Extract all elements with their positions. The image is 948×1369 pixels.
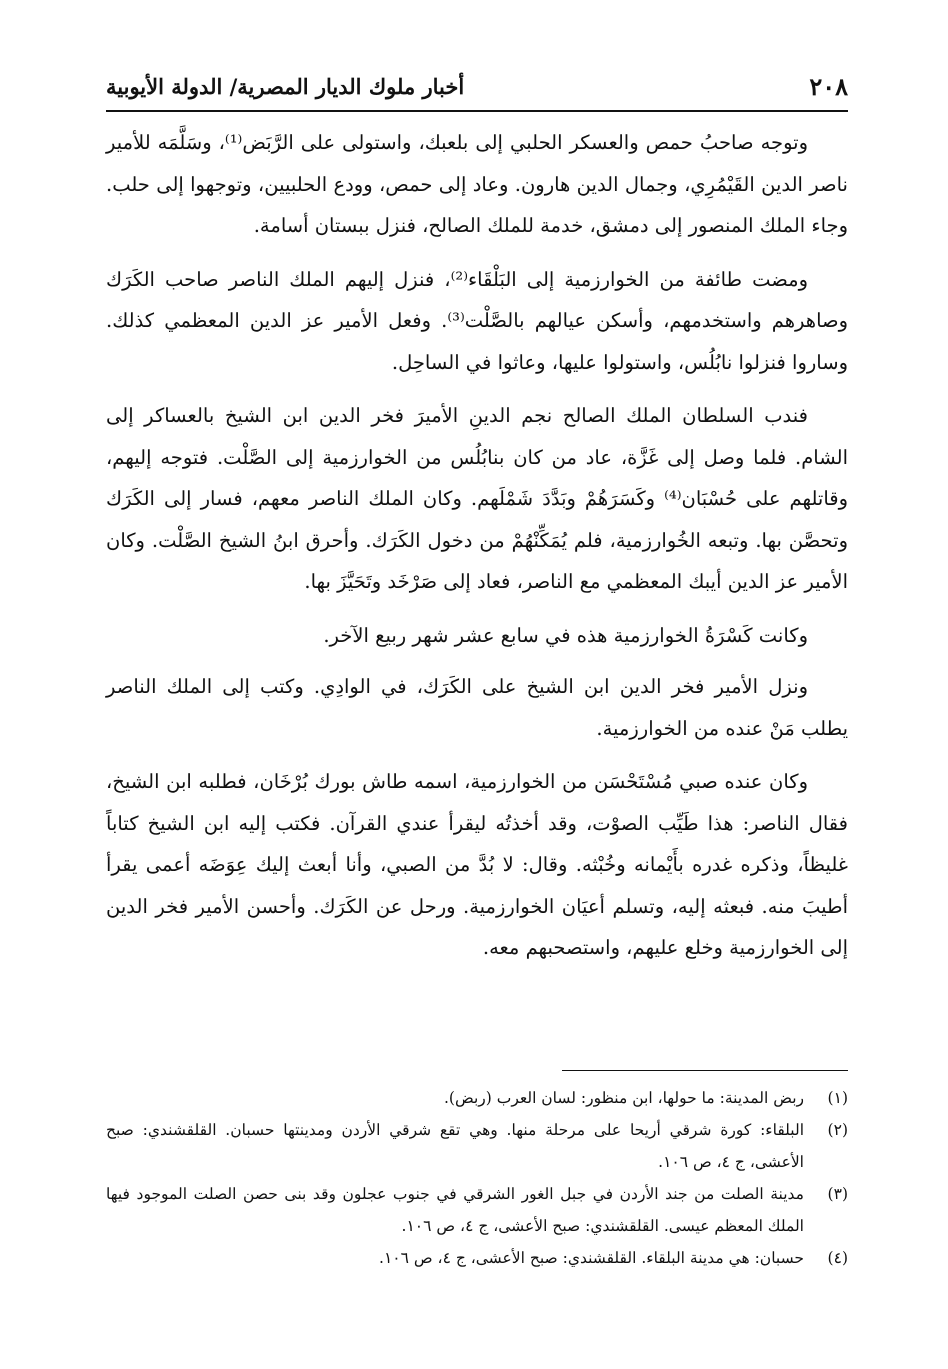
page-number: ٢٠٨ bbox=[809, 71, 848, 101]
footnote bbox=[106, 1178, 848, 1242]
paragraph: وكان عنده صبي مُسْتَحْسَن من الخوارزمية، اسمه طاش بورك بُرْخَان، فطلبه ابن الشيخ، فقال الناصر: هذا طَيِّب الصوْت، وقد أخذتُه ليقرأ عندي القرآن. فكتب إليه ابن الشيخ كتاباً غليظاً، وذكره غدره بأَيْمانه وخُبْثه. وقال: لا بُدَّ من الصبي، وأنا أبعث إليك عِوَضَه أعمى يقرأ أطيبَ منه. فبعثه إليه، وتسلم أعيَان الخوارزمية. ورحل عن الكَرَك. وأحسن الأمير فخر الدين إلى الخوارزمية وخلع عليهم، واستصحبهم معه. bbox=[106, 770, 848, 959]
paragraph: فندب السلطان الملك الصالح نجم الدينِ الأميرَ فخر الدين ابن الشيخ بالعساكر إلى الشام. فلما وصل إلى غَزَّة، عاد من كان بنابُلُس من الخوارزمية إلى الصَّلْت. فتوجه إليهم، وقاتلهم على حُسْبَان⁽⁴⁾ وكَسَرَهُمْ وبَدَّدَ شَمْلَهم. وكان الملك الناصر معهم، فسار إلى الكَرَك وتحصَّن بها. وتبعه الخُوارزمية، فلم يُمَكِّنْهُمْ من دخول الكَرَك. وأحرق ابنُ الشيخ الصَّلْت. وكان الأمير عز الدين أيبك المعظمي مع الناصر، فعاد إلى صَرْخَد وتَحَيَّزَ بها. bbox=[106, 404, 849, 593]
footnote bbox=[106, 1242, 848, 1274]
running-title: أخبار ملوك الديار المصرية/ الدولة الأيوبية bbox=[106, 73, 465, 99]
footnote-number: (١) bbox=[827, 1089, 848, 1107]
main-text bbox=[106, 122, 848, 981]
paragraph: ومضت طائفة من الخوارزمية إلى البَلْقَاء⁽²⁾، فنزل إليهم الملك الناصر صاحب الكَرَك وصاهرهم واستخدمهم، وأسكن عيالهم بالصَّلْت⁽³⁾. وفعل الأمير عز الدين المعظمي كذلك. وساروا فنزلوا نابُلُس، واستولوا عليها، وعاثوا في الساحِل. bbox=[106, 267, 848, 374]
footnote bbox=[106, 1082, 848, 1114]
header-rule bbox=[106, 110, 848, 112]
paragraph: ونزل الأمير فخر الدين ابن الشيخ على الكَرَك، في الوادِي. وكتب إلى الملك الناصر يطلب مَنْ عنده من الخوارزمية. bbox=[106, 675, 848, 740]
paragraph: وكانت كَسْرَةُ الخوارزمية هذه في سابع عشر شهر ربيع الآخر. bbox=[323, 623, 808, 647]
footnote-text: حسبان: هي مدينة البلقاء. القلقشندي: صبح الأعشى، ج ٤، ص ١٠٦. bbox=[379, 1249, 804, 1267]
footnote-number: (٣) bbox=[827, 1185, 848, 1203]
page-header bbox=[106, 64, 848, 108]
footnote-number: (٤) bbox=[827, 1249, 848, 1267]
paragraph: وتوجه صاحبُ حمص والعسكر الحلبي إلى بلعبك، واستولى على الرَّبَض⁽¹⁾، وسَلَّمَه للأمير ناصر الدين القَيْمُرِي، وجمال الدين هارون. وعاد إلى حمص، وودع الحلبيين، وتوجهوا إلى حلب. وجاء الملك المنصور إلى دمشق، خدمة للملك الصالح، فنزل ببستان أسامة. bbox=[106, 131, 848, 237]
footnote-number: (٢) bbox=[827, 1121, 848, 1139]
footnote-separator bbox=[562, 1070, 848, 1071]
footnote-text: مدينة الصلت من جند الأردن في جبل الغور الشرقي في جنوب عجلون وقد بنى حصن الصلت الموجود فيها الملك المعظم عيسى. القلقشندي: صبح الأعشى، ج ٤، ص ١٠٦. bbox=[106, 1185, 804, 1235]
footnote-text: البلقاء: كورة شرقي أريحا على مرحلة منها. وهي تقع شرقي الأردن ومدينتها حسبان. القلقشندي: صبح الأعشى، ج ٤، ص ١٠٦. bbox=[106, 1121, 804, 1171]
footnotes bbox=[106, 1082, 848, 1274]
footnote bbox=[106, 1114, 848, 1178]
footnote-text: ربض المدينة: ما حولها، ابن منظور: لسان العرب (ربض). bbox=[443, 1089, 804, 1107]
